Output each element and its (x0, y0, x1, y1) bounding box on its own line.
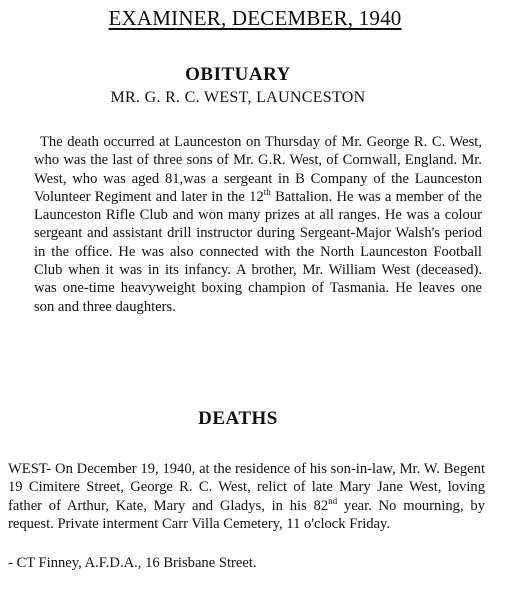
obituary-body-text-2: Battalion. He was a member of the Launceston Rifle Club and won many prizes at all ranges. He was a colour sergeant and assistant drill instructor during Sergeant-Major Walsh's period in the office. He was also connected with the North Launceston Football Club when it was in its infancy. A brother, Mr. William West (deceased). was one-time heavyweight boxing champion of Tasmania. He leaves one son and three daughters. (34, 188, 482, 315)
ordinal-superscript: th (263, 187, 271, 198)
masthead-title: EXAMINER, DECEMBER, 1940 (108, 6, 402, 30)
ordinal-superscript: nd (328, 495, 338, 506)
deaths-heading: DEATHS (198, 408, 278, 429)
obituary-body (34, 133, 482, 316)
death-notice (8, 460, 485, 533)
obituary-subheading: MR. G. R. C. WEST, LAUNCESTON (110, 89, 366, 106)
death-notice-text-1: WEST- On December 19, 1940, at the residence of his son-in-law, Mr. W. Begent 19 Cimitere Street, George R. C. West, relict of late Mary Jane West, loving father of Arthur, Kate, Mary and Gladys, in his 82 (8, 461, 485, 514)
death-notice-text-2: year. No mourning, by request. Private interment Carr Villa Cemetery, 11 o'clock Friday. (8, 497, 485, 532)
obituary-body-text-1: The death occurred at Launceston on Thursday of Mr. George R. C. West, who was the last of three sons of Mr. G.R. West, of Cornwall, England. Mr. West, who was aged 81,was a sergeant in B Company of the Launceston Volunteer Regiment and later in the 12 (34, 134, 482, 205)
funeral-director-credit: - CT Finney, A.F.D.A., 16 Brisbane Street. (8, 555, 257, 571)
obituary-heading: OBITUARY (185, 64, 291, 85)
